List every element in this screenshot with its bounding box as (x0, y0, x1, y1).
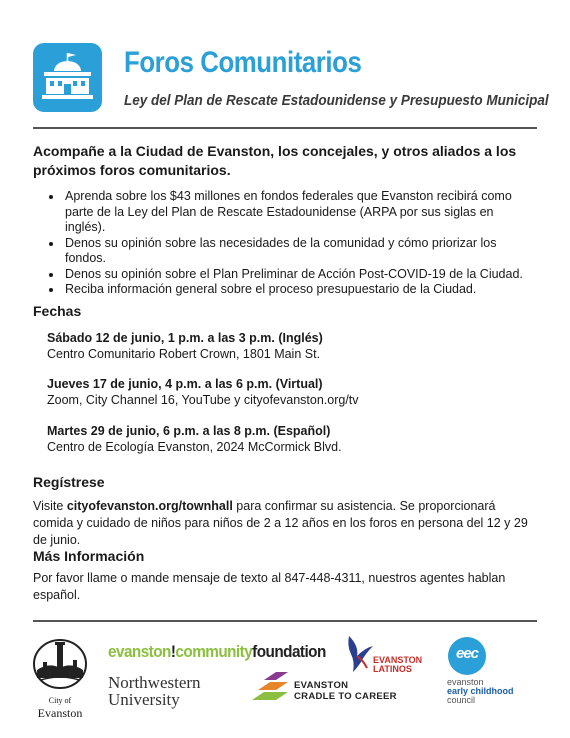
early-childhood-council-logo (447, 636, 539, 716)
cradle-stripes-icon (250, 670, 290, 704)
event-where: Centro Comunitario Robert Crown, 1801 Main St. (47, 347, 321, 361)
event-when: Sábado 12 de junio, 1 p.m. a las 3 p.m. (Inglés) (47, 331, 323, 345)
eecc-line-2: early childhood (447, 686, 514, 696)
event-3 (47, 423, 527, 455)
ecf-community-text: community (175, 642, 253, 661)
event-when: Martes 29 de junio, 6 p.m. a las 8 p.m. (Español) (47, 424, 331, 438)
bottom-divider (33, 620, 537, 622)
eecc-line-3: council (447, 695, 476, 705)
evanston-latinos-logo (345, 634, 435, 674)
event-1 (47, 330, 527, 362)
bullet-item: • Denos su opinión sobre las necesidades de la comunidad y cómo priorizar los fondos. (63, 236, 537, 267)
nu-line-2: University (108, 690, 180, 709)
c2c-line-1: EVANSTON (294, 680, 349, 691)
city-of-evanston-text (31, 695, 89, 719)
city-of-label: City of (48, 696, 72, 705)
page-subtitle: Ley del Plan de Rescate Estadounidense y Presupuesto Municipal (124, 92, 549, 109)
city-name-label: Evanston (37, 706, 83, 720)
nu-line-1: Northwestern (108, 673, 201, 692)
fechas-heading: Fechas (33, 303, 82, 319)
ecf-evanston-text: evanston (108, 642, 171, 661)
header (33, 40, 549, 112)
c2c-line-2: CRADLE TO CAREER (294, 691, 397, 702)
ecf-foundation-text: foundation (252, 642, 326, 661)
bullet-item: • Reciba información general sobre el proceso presupuestario de la Ciudad. (63, 282, 537, 298)
registrese-prefix: Visite (33, 499, 67, 513)
bird-icon (345, 634, 375, 674)
event-when: Jueves 17 de junio, 4 p.m. a las 6 p.m. (Virtual) (47, 377, 323, 391)
top-divider (33, 127, 537, 129)
intro-section (33, 142, 537, 298)
event-2 (47, 376, 527, 408)
ecf-exclaim-text: ! (170, 642, 176, 661)
c2c-text (294, 680, 397, 702)
bullet-item: • Denos su opinión sobre el Plan Preliminar de Acción Post-COVID-19 de la Ciudad. (63, 267, 537, 283)
latinos-line-1: EVANSTON (373, 655, 423, 665)
city-of-evanston-logo (31, 638, 89, 718)
bullet-item: • Aprenda sobre los $43 millones en fondos federales que Evanston recibirá como parte de la Ley del Plan de Rescate Estadounidense (ARPA por sus siglas en inglés). (63, 189, 537, 236)
city-seal-icon (31, 638, 89, 690)
eecc-line-1: evanston (447, 677, 484, 687)
sponsor-logos (0, 630, 570, 730)
eecc-text (447, 678, 514, 705)
event-where: Zoom, City Channel 16, YouTube y cityofevanston.org/tv (47, 393, 359, 407)
latinos-line-2: LATINOS (373, 664, 412, 674)
townhall-link[interactable]: cityofevanston.org/townhall (66, 499, 233, 513)
intro-text: Acompañe a la Ciudad de Evanston, los concejales, y otros aliados a los próximos foros comunitarios. (33, 143, 517, 178)
city-hall-logo (33, 43, 102, 112)
bullet-list (33, 189, 537, 298)
evanston-community-foundation-logo (108, 642, 326, 662)
page-title: Foros Comunitarios (124, 46, 362, 79)
registrese-heading: Regístrese (33, 474, 105, 490)
mas-info-heading: Más Información (33, 548, 145, 564)
city-hall-icon (33, 43, 102, 112)
eec-mark-text: eec (455, 645, 479, 662)
cradle-to-career-logo (250, 670, 410, 710)
mas-info-text: Por favor llame o mande mensaje de texto al 847-448-4311, nuestros agentes hablan español. (33, 571, 506, 602)
northwestern-university-logo (108, 674, 201, 708)
registrese-text (33, 498, 537, 549)
registrese-suffix: para confirmar su asistencia. Se proporcionará comida y cuidado de niños para niños de 2 a 12 años en los foros en persona del 12 y 29 de junio. (33, 499, 528, 547)
event-where: Centro de Ecología Evanston, 2024 McCormick Blvd. (47, 440, 342, 454)
